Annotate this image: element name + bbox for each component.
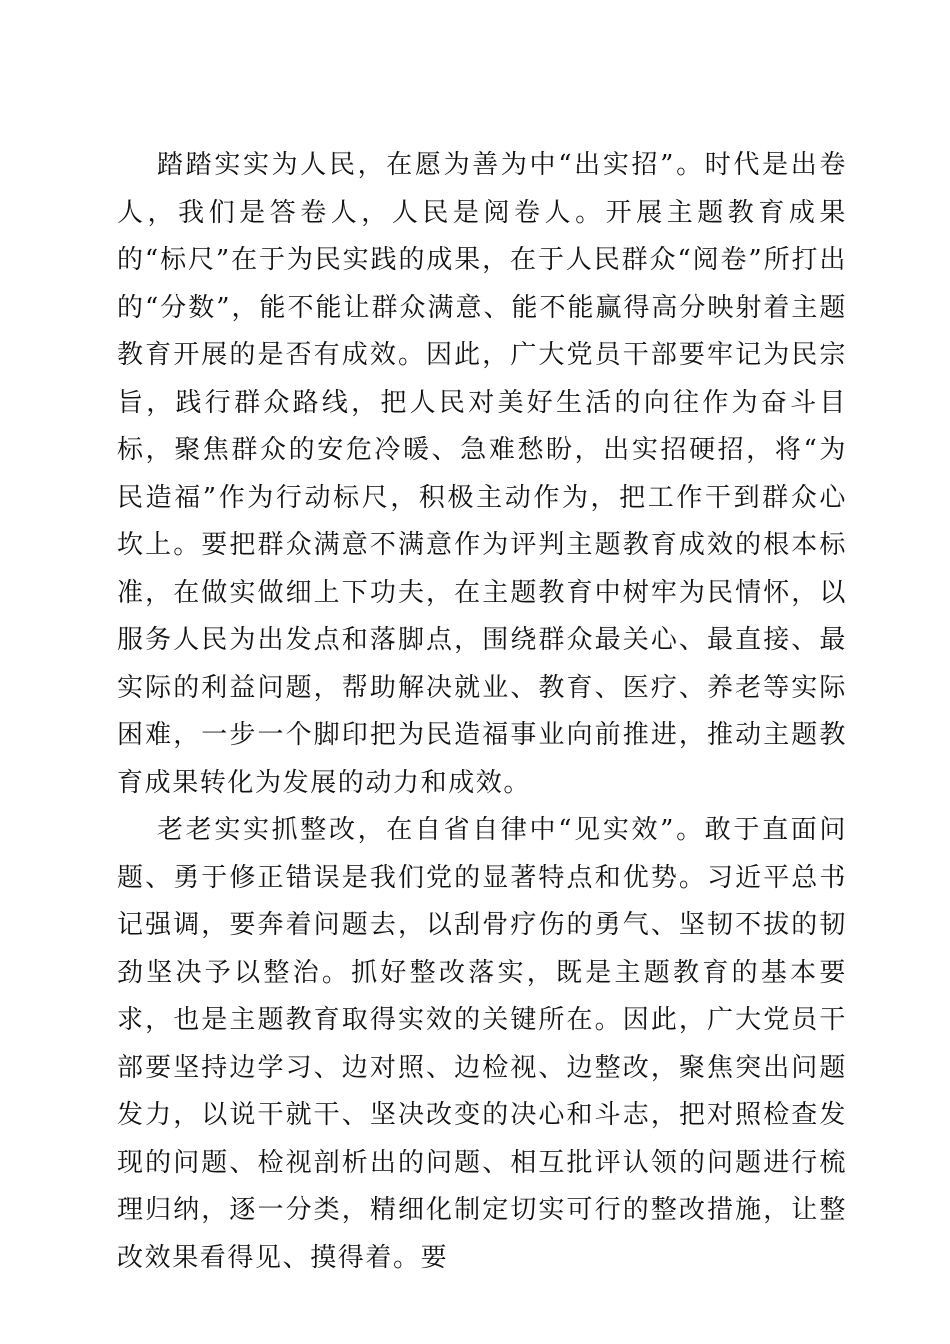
document-body xyxy=(117,142,847,1282)
paragraph-serve-people: 踏踏实实为人民，在愿为善为中“出实招”。时代是出卷人，我们是答卷人，人民是阅卷人。开展主题教育成果的“标尺”在于为民实践的成果，在于人民群众“阅卷”所打出的“分数”，能不能让群众满意、能不能赢得高分映射着主题教育开展的是否有成效。因此，广大党员干部要牢记为民宗旨，践行群众路线，把人民对美好生活的向往作为奋斗目标，聚焦群众的安危冷暖、急难愁盼，出实招硬招，将“为民造福”作为行动标尺，积极主动作为，把工作干到群众心坎上。要把群众满意不满意作为评判主题教育成效的根本标准，在做实做细上下功夫，在主题教育中树牢为民情怀，以服务人民为出发点和落脚点，围绕群众最关心、最直接、最实际的利益问题，帮助解决就业、教育、医疗、养老等实际困难，一步一个脚印把为民造福事业向前推进，推动主题教育成果转化为发展的动力和成效。 xyxy=(117,150,847,798)
paragraph-rectification: 老老实实抓整改，在自省自律中“见实效”。敢于直面问题、勇于修正错误是我们党的显著特点和优势。习近平总书记强调，要奔着问题去，以刮骨疗伤的勇气、坚韧不拔的韧劲坚决予以整治。抓好整改落实，既是主题教育的基本要求，也是主题教育取得实效的关键所在。因此，广大党员干部要坚持边学习、边对照、边检视、边整改，聚焦突出问题发力，以说干就干、坚决改变的决心和斗志，把对照检查发现的问题、检视剖析出的问题、相互批评认领的问题进行梳理归纳，逐一分类，精细化制定切实可行的整改措施，让整改效果看得见、摸得着。要 xyxy=(117,815,847,1273)
